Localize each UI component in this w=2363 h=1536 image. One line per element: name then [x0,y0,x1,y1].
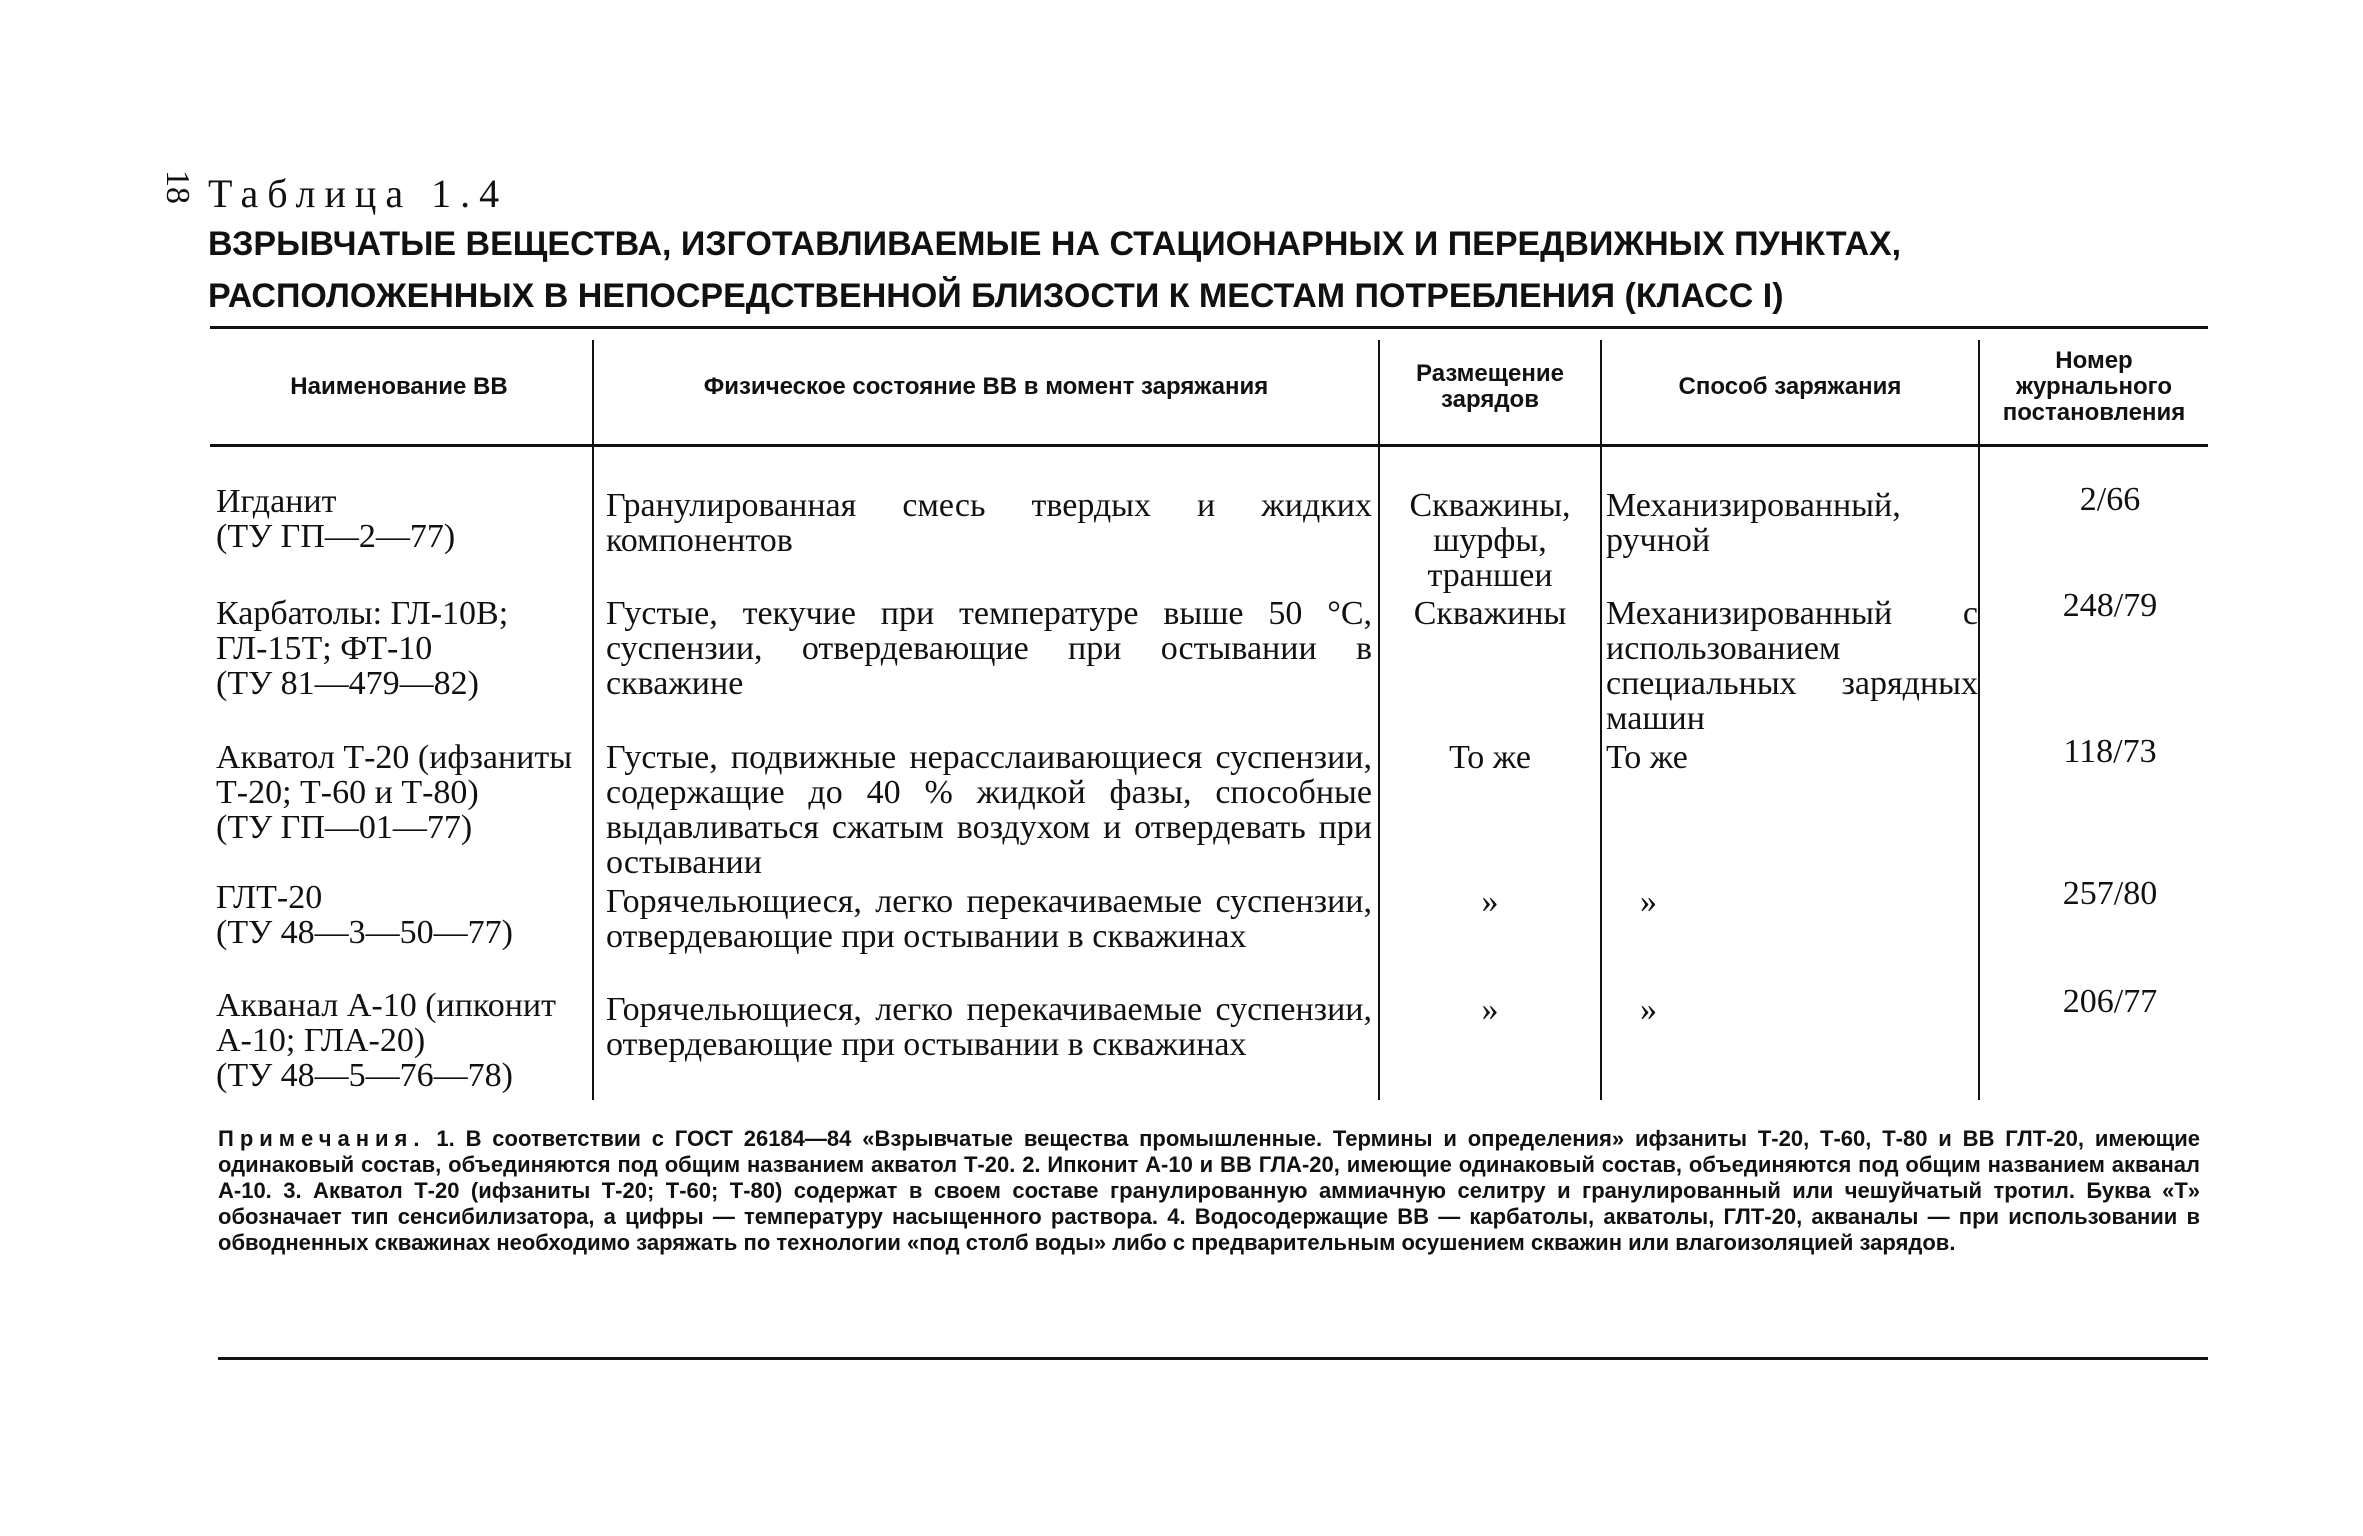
row-5-state: Горячельющиеся, легко перекачиваемые суспензии, отвердевающие при остывании в скважинах [606,991,1372,1063]
title-line-1: ВЗРЫВЧАТЫЕ ВЕЩЕСТВА, ИЗГОТАВЛИВАЕМЫЕ НА СТАЦИОНАРНЫХ И ПЕРЕДВИЖНЫХ ПУНКТАХ, [208,225,1902,263]
row-4-number: 257/80 [2062,875,2158,912]
row-3-state: Густые, подвижные нерасслаивающиеся суспензии, содержащие до 40 % жидкой фазы, способные выдавливаться сжатым воздухом и отвердевать при остывании [606,739,1372,881]
notes-lead: Примечания. [218,1126,426,1151]
row-2-method: Механизированный с использованием специальных зарядных машин [1606,595,1978,737]
column-header-name: Наименование ВВ [290,373,508,400]
row-4-placement: » [1481,883,1499,920]
row-1-number: 2/66 [2079,481,2141,518]
table-label: Таблица 1.4 [208,171,509,216]
row-5-number: 206/77 [2062,983,2158,1020]
row-1-name: Игданит (ТУ ГП—2—77) [216,483,456,555]
row-3-number: 118/73 [2063,733,2157,770]
row-1-method: Механизированный, ручной [1606,487,1901,559]
row-4-name: ГЛТ-20 (ТУ 48—3—50—77) [216,879,513,951]
column-header-number: Номер журнального постановления [2002,347,2186,426]
page-number: 18 [159,170,196,204]
bottom-rule [218,1357,2208,1360]
notes-text: 1. В соответствии с ГОСТ 26184—84 «Взрывчатые вещества промышленные. Термины и определения» ифзаниты Т-20, Т-60, Т-80 и ВВ ГЛТ-20, имеющие одинаковый состав, объединяются под общим названием акватол Т-20. 2. Ипконит А-10 и ВВ ГЛА-20, имеющие одинаковый состав, объединяются под общим названием акванал А-10. 3. Акватол Т-20 (ифзаниты Т-20; Т-60; Т-80) содержат в своем составе гранулированную аммиачную селитру и гранулированный или чешуйчатый тротил. Буква «Т» обозначает тип сенсибилизатора, а цифры — температуру насыщенного раствора. 4. Водосодержащие ВВ — карбатолы, акватолы, ГЛТ-20, акваналы — при использовании в обводненных скважинах необходимо заряжать по технологии «под столб воды» либо с предварительным осушением скважин или влагоизоляцией зарядов. [218,1126,2200,1255]
header-bottom-rule [210,444,2208,447]
row-2-state: Густые, текучие при температуре выше 50 °С, суспензии, отвердевающие при остывании в скважине [606,595,1372,702]
column-header-method: Способ заряжания [1678,373,1902,400]
row-3-name: Акватол Т-20 (ифзаниты Т-20; Т-60 и Т-80) (ТУ ГП—01—77) [216,739,573,846]
row-5-name: Акванал А-10 (ипконит А-10; ГЛА-20) (ТУ 48—5—76—78) [216,987,556,1094]
column-divider-4 [1978,340,1980,1100]
column-divider-1 [592,340,594,1100]
row-1-placement: Скважины, шурфы, траншеи [1409,487,1571,594]
row-2-number: 248/79 [2062,587,2158,624]
row-2-placement: Скважины [1413,595,1567,632]
column-divider-3 [1600,340,1602,1100]
row-5-method: » [1640,991,1657,1028]
column-header-state: Физическое состояние ВВ в момент заряжания [703,373,1269,400]
column-divider-2 [1378,340,1380,1100]
row-3-placement: То же [1449,739,1531,776]
row-5-placement: » [1481,991,1499,1028]
row-4-state: Горячельющиеся, легко перекачиваемые суспензии, отвердевающие при остывании в скважинах [606,883,1372,955]
table-notes [218,1126,2200,1256]
row-2-name: Карбатолы: ГЛ-10В; ГЛ-15Т; ФТ-10 (ТУ 81—479—82) [216,595,509,702]
row-1-state: Гранулированная смесь твердых и жидких компонентов [606,487,1372,559]
table-title [208,218,2208,322]
row-4-method: » [1640,883,1657,920]
table-top-rule [210,326,2208,329]
column-header-placement: Размещение зарядов [1416,360,1564,413]
title-line-2: РАСПОЛОЖЕННЫХ В НЕПОСРЕДСТВЕННОЙ БЛИЗОСТИ К МЕСТАМ ПОТРЕБЛЕНИЯ (КЛАСС I) [208,277,1784,315]
row-3-method: То же [1606,739,1688,776]
